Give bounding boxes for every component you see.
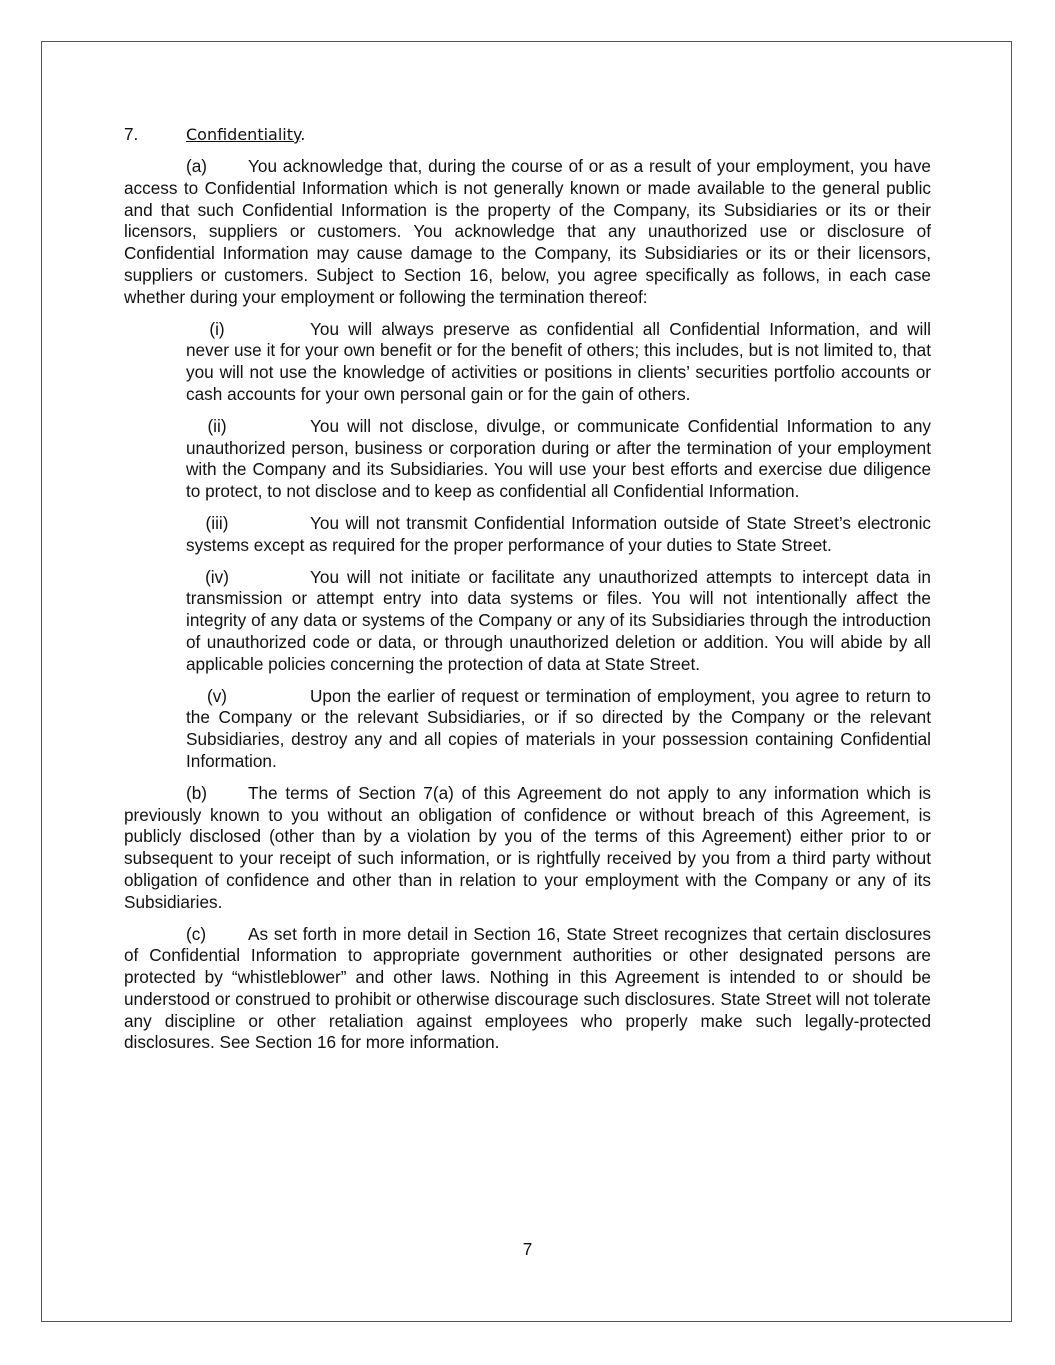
subitem-iii bbox=[186, 513, 931, 557]
subitem-v bbox=[186, 686, 931, 773]
paragraph-a-text: You acknowledge that, during the course of or as a result of your employment, you have access to Confidential Information which is not generally known or made available to the general public and that such Confidential Information is the property of the Company, its Subsidiaries or its or their licensors, suppliers or customers. You acknowledge that any unauthorized use or disclosure of Confidential Information may cause damage to the Company, its Subsidiaries or its or their licensors, suppliers or customers. Subject to Section 16, below, you agree specifically as follows, in each case whether during your employment or following the termination thereof: bbox=[124, 156, 931, 307]
paragraph-a bbox=[124, 156, 931, 309]
subitem-iv bbox=[186, 567, 931, 676]
subitem-ii-text: You will not disclose, divulge, or communicate Confidential Information to any unauthorized person, business or corporation during or after the termination of your employment with the Company and its Subsidiaries. You will use your best efforts and exercise due diligence to protect, to not disclose and to keep as confidential all Confidential Information. bbox=[186, 415, 931, 502]
section-title: Confidentiality bbox=[186, 125, 301, 144]
section-title-wrap bbox=[186, 124, 305, 146]
subitem-ii bbox=[186, 416, 931, 503]
subitem-iii-label: (iii) bbox=[205, 512, 229, 533]
paragraph-b-label: (b) bbox=[186, 782, 208, 803]
paragraph-b bbox=[124, 783, 931, 914]
paragraph-c-text: As set forth in more detail in Section 16, State Street recognizes that certain disclosures of Confidential Information to appropriate government authorities or other designated persons are protected by “whistleblower” and other laws. Nothing in this Agreement is intended to or should be understood or construed to prohibit or otherwise discourage such disclosures. State Street will not tolerate any discipline or other retaliation against employees who properly make such legally-protected disclosures. See Section 16 for more information. bbox=[124, 923, 931, 1053]
section-number: 7. bbox=[124, 124, 139, 144]
page-number: 7 bbox=[522, 1239, 533, 1259]
subitem-ii-label: (ii) bbox=[207, 415, 227, 436]
subitem-i-text: You will always preserve as confidential all Confidential Information, and will never use it for your own benefit or for the benefit of others; this includes, but is not limited to, that you will not use the knowledge of activities or positions in clients’ securities portfolio accounts or cash accounts for your own personal gain or for the gain of others. bbox=[186, 318, 931, 404]
subitem-i-label: (i) bbox=[209, 318, 225, 339]
document-body bbox=[124, 124, 931, 1064]
paragraph-c bbox=[124, 924, 931, 1055]
paragraph-c-label: (c) bbox=[186, 923, 207, 944]
section-title-period: . bbox=[300, 125, 306, 144]
subitem-v-text: Upon the earlier of request or termination of employment, you agree to return to the Company or the relevant Subsidiaries, or if so directed by the Company or the relevant Subsidiaries, destroy any and all copies of materials in your possession containing Confidential Information. bbox=[186, 685, 931, 771]
paragraph-b-text: The terms of Section 7(a) of this Agreement do not apply to any information which is previously known to you without an obligation of confidence or without breach of this Agreement, is publicly disclosed (other than by a violation by you of the terms of this Agreement) either prior to or subsequent to your receipt of such information, or is rightfully received by you from a third party without obligation of confidence and other than in relation to your employment with the Company or any of its Subsidiaries. bbox=[124, 782, 931, 912]
subitem-iii-text: You will not transmit Confidential Information outside of State Street’s electronic systems except as required for the proper performance of your duties to State Street. bbox=[186, 512, 931, 555]
subitem-iv-label: (iv) bbox=[205, 566, 229, 587]
subitem-iv-text: You will not initiate or facilitate any unauthorized attempts to intercept data in transmission or attempt entry into data systems or files. You will not intentionally affect the integrity of any data or systems of the Company or any of its Subsidiaries through the introduction of unauthorized code or data, or through unauthorized deletion or addition. You will abide by all applicable policies concerning the protection of data at State Street. bbox=[186, 566, 931, 674]
paragraph-a-label: (a) bbox=[186, 156, 208, 176]
subitem-i bbox=[186, 319, 931, 406]
section-heading bbox=[124, 124, 931, 146]
subitem-v-label: (v) bbox=[206, 685, 228, 706]
